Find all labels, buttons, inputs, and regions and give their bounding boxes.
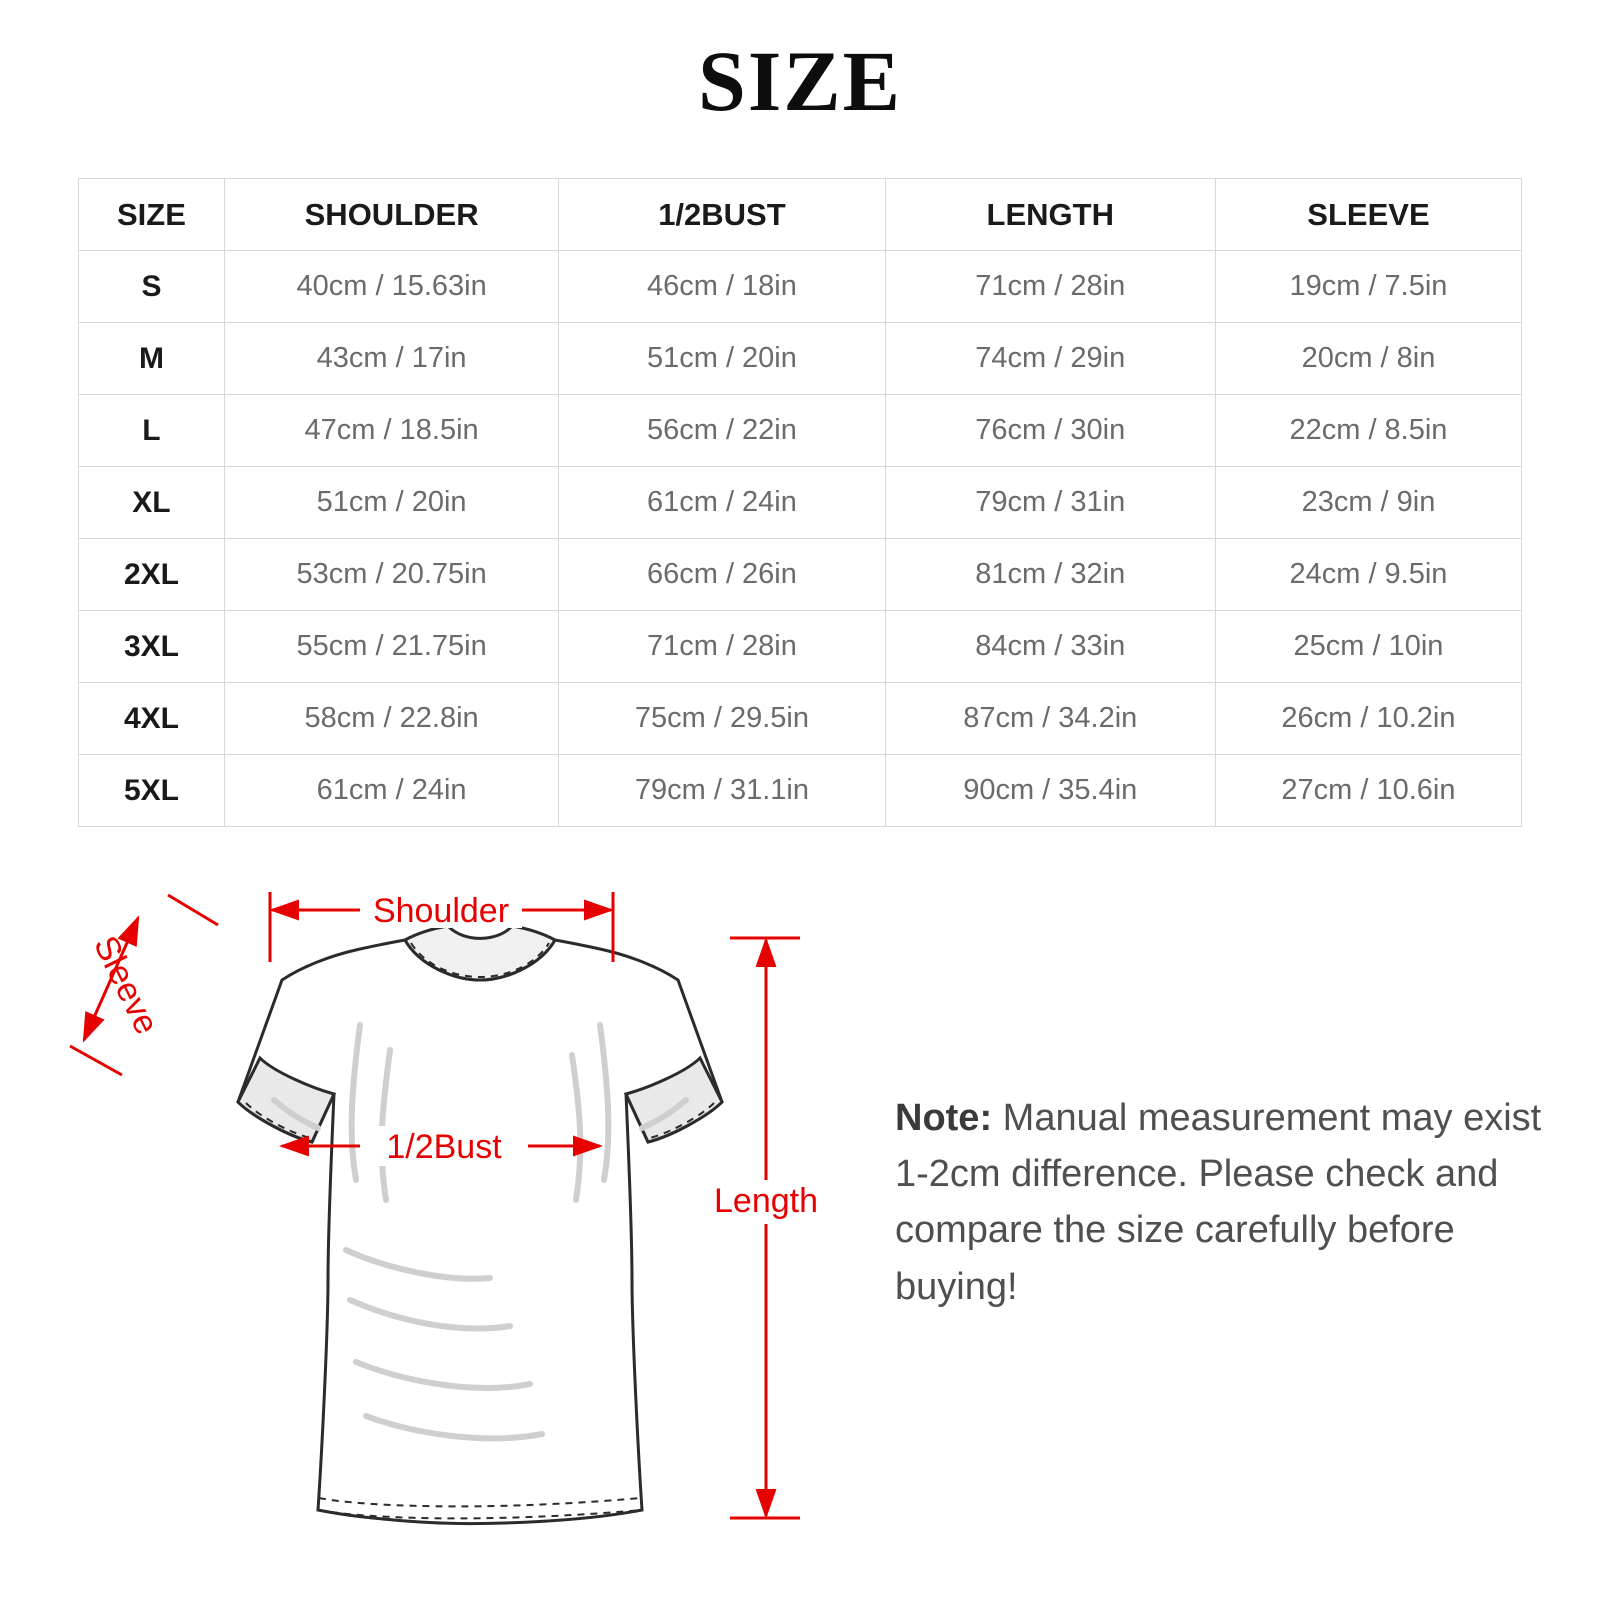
bust-label-text: 1/2Bust xyxy=(386,1128,502,1166)
cell-size: M xyxy=(79,323,225,395)
table-row xyxy=(79,251,1522,323)
cell-sleeve: 27cm / 10.6in xyxy=(1215,755,1521,827)
table-row xyxy=(79,755,1522,827)
cell-shoulder: 53cm / 20.75in xyxy=(224,539,558,611)
cell-sleeve: 25cm / 10in xyxy=(1215,611,1521,683)
cell-size: 2XL xyxy=(79,539,225,611)
column-header-sleeve: SLEEVE xyxy=(1215,179,1521,251)
cell-bust: 61cm / 24in xyxy=(559,467,885,539)
column-header-bust: 1/2BUST xyxy=(559,179,885,251)
cell-shoulder: 55cm / 21.75in xyxy=(224,611,558,683)
cell-bust: 66cm / 26in xyxy=(559,539,885,611)
table-row xyxy=(79,323,1522,395)
table-row xyxy=(79,611,1522,683)
tshirt-measurement-diagram xyxy=(60,850,850,1550)
cell-length: 81cm / 32in xyxy=(885,539,1215,611)
cell-sleeve: 20cm / 8in xyxy=(1215,323,1521,395)
cell-shoulder: 51cm / 20in xyxy=(224,467,558,539)
table-row xyxy=(79,539,1522,611)
cell-size: 4XL xyxy=(79,683,225,755)
cell-shoulder: 40cm / 15.63in xyxy=(224,251,558,323)
note-block xyxy=(895,1090,1545,1315)
page-title: SIZE xyxy=(697,33,903,129)
cell-size: L xyxy=(79,395,225,467)
column-header-length: LENGTH xyxy=(885,179,1215,251)
cell-size: 3XL xyxy=(79,611,225,683)
cell-bust: 75cm / 29.5in xyxy=(559,683,885,755)
sleeve-label-text: Sleeve xyxy=(86,930,166,1041)
cell-size: 5XL xyxy=(79,755,225,827)
cell-length: 84cm / 33in xyxy=(885,611,1215,683)
cell-length: 87cm / 34.2in xyxy=(885,683,1215,755)
cell-size: XL xyxy=(79,467,225,539)
cell-shoulder: 61cm / 24in xyxy=(224,755,558,827)
cell-shoulder: 47cm / 18.5in xyxy=(224,395,558,467)
note-text: Manual measurement may exist 1-2cm difference. Please check and compare the size carefully before buying! xyxy=(895,1097,1542,1308)
cell-bust: 79cm / 31.1in xyxy=(559,755,885,827)
cell-sleeve: 24cm / 9.5in xyxy=(1215,539,1521,611)
table-header-row xyxy=(79,179,1522,251)
table-row xyxy=(79,395,1522,467)
cell-sleeve: 22cm / 8.5in xyxy=(1215,395,1521,467)
column-header-size: SIZE xyxy=(79,179,225,251)
shoulder-label-text: Shoulder xyxy=(372,892,510,930)
cell-length: 74cm / 29in xyxy=(885,323,1215,395)
cell-length: 76cm / 30in xyxy=(885,395,1215,467)
cell-sleeve: 19cm / 7.5in xyxy=(1215,251,1521,323)
cell-bust: 71cm / 28in xyxy=(559,611,885,683)
cell-bust: 56cm / 22in xyxy=(559,395,885,467)
cell-bust: 46cm / 18in xyxy=(559,251,885,323)
column-header-shoulder: SHOULDER xyxy=(224,179,558,251)
cell-sleeve: 26cm / 10.2in xyxy=(1215,683,1521,755)
table-row xyxy=(79,467,1522,539)
length-measure xyxy=(730,938,800,1518)
length-label-text: Length xyxy=(714,1182,818,1220)
note-label: Note: xyxy=(895,1097,993,1139)
cell-size: S xyxy=(79,251,225,323)
cell-bust: 51cm / 20in xyxy=(559,323,885,395)
cell-sleeve: 23cm / 9in xyxy=(1215,467,1521,539)
cell-length: 79cm / 31in xyxy=(885,467,1215,539)
cell-shoulder: 58cm / 22.8in xyxy=(224,683,558,755)
table-row xyxy=(79,683,1522,755)
cell-length: 90cm / 35.4in xyxy=(885,755,1215,827)
cell-length: 71cm / 28in xyxy=(885,251,1215,323)
size-chart-table xyxy=(78,178,1522,827)
cell-shoulder: 43cm / 17in xyxy=(224,323,558,395)
